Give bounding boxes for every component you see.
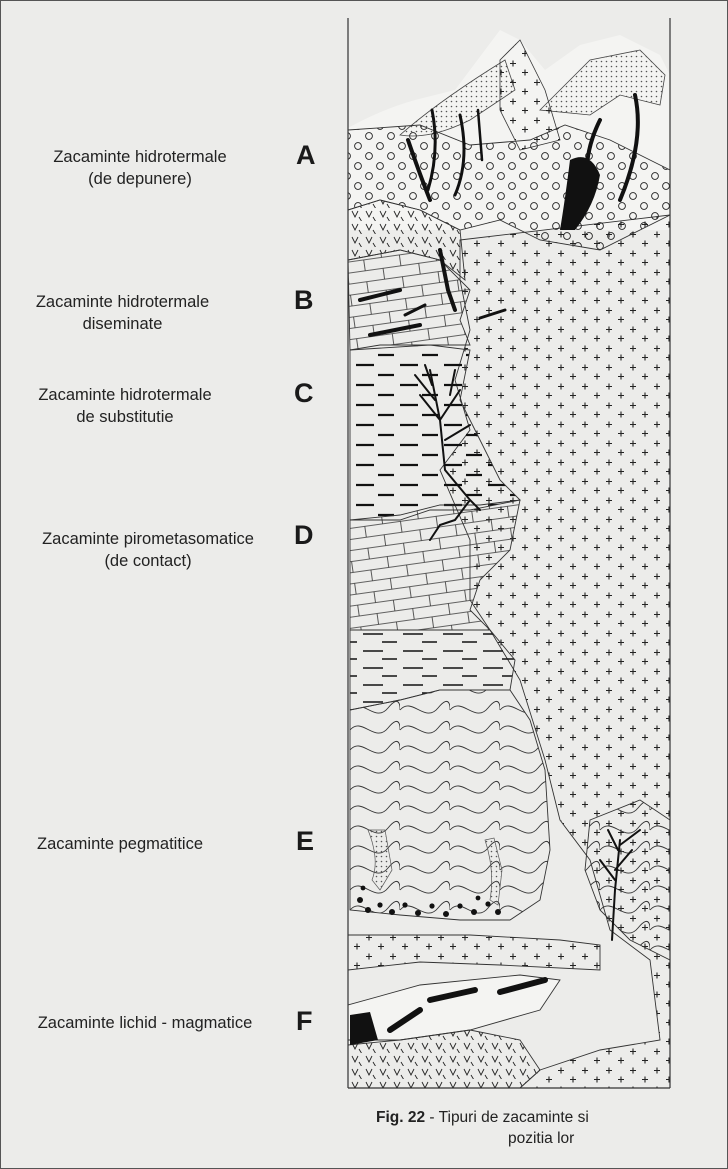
label-c-line2: de substitutie	[76, 408, 174, 426]
label-f-line1: Zacaminte lichid - magmatice	[37, 1014, 253, 1032]
letter-b: B	[294, 285, 314, 315]
letter-a: A	[296, 140, 316, 170]
label-e-line1: Zacaminte pegmatitice	[37, 835, 203, 853]
label-b-line1: Zacaminte hidrotermale	[35, 293, 210, 311]
label-a-line1: Zacaminte hidrotermale	[53, 148, 227, 166]
caption-line2: pozitia lor	[508, 1130, 575, 1147]
letter-d: D	[294, 520, 314, 550]
label-a-line2: (de depunere)	[88, 170, 192, 188]
label-d-line2: (de contact)	[104, 552, 192, 570]
caption-text1: - Tipuri de zacaminte si	[425, 1109, 589, 1126]
letter-c: C	[294, 378, 314, 408]
caption-fig-number: Fig. 22	[376, 1109, 426, 1126]
label-b-line2: diseminate	[82, 315, 163, 333]
label-d-line1: Zacaminte pirometasomatice	[42, 530, 254, 548]
label-c-line1: Zacaminte hidrotermale	[38, 386, 212, 404]
letter-f: F	[296, 1006, 313, 1036]
letter-e: E	[296, 826, 315, 856]
